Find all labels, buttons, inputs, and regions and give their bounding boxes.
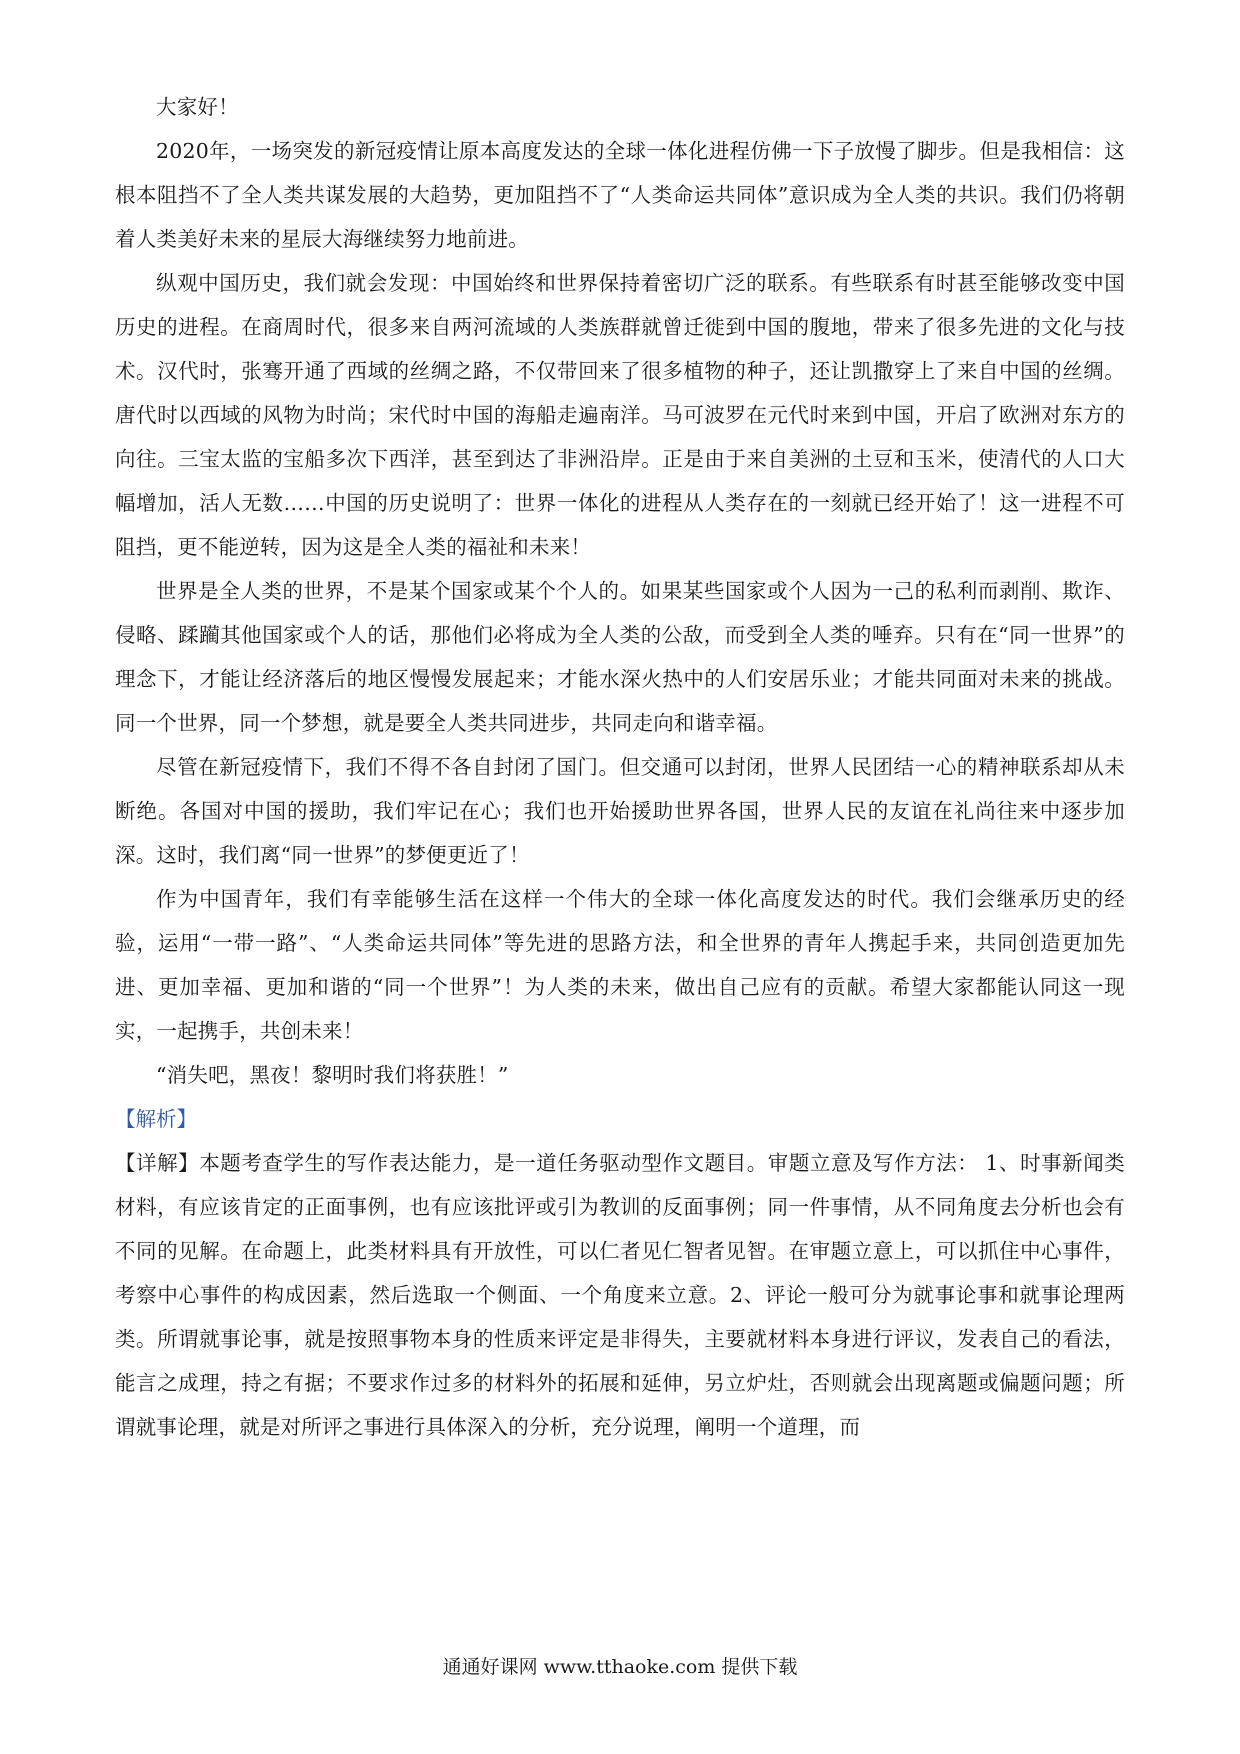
analysis-detail: 【详解】本题考查学生的写作表达能力，是一道任务驱动型作文题目。审题立意及写作方法： 1、时事新闻类材料，有应该肯定的正面事例，也有应该批评或引为教训的反面事例；同一件事情，从不同角度去分析也会有不同的见解。在命题上，此类材料具有开放性，可以仁者见仁智者见智。在审题立意上，可以抓住中心事件，考察中心事件的构成因素，然后选取一个侧面、一个角度来立意。2、评论一般可分为就事论事和就事论理两类。所谓就事论事，就是按照事物本身的性质来评定是非得失，主要就材料本身进行评议，发表自己的看法，能言之成理，持之有据；不要求作过多的材料外的拓展和延伸，另立炉灶，否则就会出现离题或偏题问题；所谓就事论理，就是对所评之事进行具体深入的分析，充分说理，阐明一个道理，而 bbox=[115, 1151, 1125, 1439]
document-content bbox=[115, 85, 1125, 1449]
body-paragraph: 纵观中国历史，我们就会发现：中国始终和世界保持着密切广泛的联系。有些联系有时甚至能够改变中国历史的进程。在商周时代，很多来自两河流域的人类族群就曾迁徙到中国的腹地，带来了很多先进的文化与技术。汉代时，张骞开通了西域的丝绸之路，不仅带回来了很多植物的种子，还让凯撒穿上了来自中国的丝绸。唐代时以西域的风物为时尚；宋代时中国的海船走遍南洋。马可波罗在元代时来到中国，开启了欧洲对东方的向往。三宝太监的宝船多次下西洋，甚至到达了非洲沿岸。正是由于来自美洲的土豆和玉米，使清代的人口大幅增加，活人无数……中国的历史说明了：世界一体化的进程从人类存在的一刻就已经开始了！这一进程不可阻挡，更不能逆转，因为这是全人类的福祉和未来！ bbox=[115, 271, 1125, 559]
body-paragraph: 尽管在新冠疫情下，我们不得不各自封闭了国门。但交通可以封闭，世界人民团结一心的精神联系却从未断绝。各国对中国的援助，我们牢记在心；我们也开始援助世界各国，世界人民的友谊在礼尚往来中逐步加深。这时，我们离“同一世界”的梦便更近了！ bbox=[115, 755, 1125, 867]
analysis-heading: 【解析】 bbox=[115, 1107, 197, 1131]
body-paragraph: 2020年，一场突发的新冠疫情让原本高度发达的全球一体化进程仿佛一下子放慢了脚步。但是我相信：这根本阻挡不了全人类共谋发展的大趋势，更加阻挡不了“人类命运共同体”意识成为全人类的共识。我们仍将朝着人类美好未来的星辰大海继续努力地前进。 bbox=[115, 139, 1125, 251]
greeting-paragraph: 大家好！ bbox=[156, 95, 239, 119]
page-footer: 通通好课网 www.tthaoke.com 提供下载 bbox=[442, 1656, 798, 1678]
body-paragraph: 作为中国青年，我们有幸能够生活在这样一个伟大的全球一体化高度发达的时代。我们会继承历史的经验，运用“一带一路”、“人类命运共同体”等先进的思路方法，和全世界的青年人携起手来，共同创造更加先进、更加幸福、更加和谐的“同一个世界”！为人类的未来，做出自己应有的贡献。希望大家都能认同这一现实，一起携手，共创未来！ bbox=[115, 887, 1125, 1043]
body-paragraph: 世界是全人类的世界，不是某个国家或某个个人的。如果某些国家或个人因为一己的私利而剥削、欺诈、侵略、蹂躏其他国家或个人的话，那他们必将成为全人类的公敌，而受到全人类的唾弃。只有在“同一世界”的理念下，才能让经济落后的地区慢慢发展起来；才能水深火热中的人们安居乐业；才能共同面对未来的挑战。同一个世界，同一个梦想，就是要全人类共同进步，共同走向和谐幸福。 bbox=[115, 579, 1125, 735]
closing-quote: “消失吧，黑夜！黎明时我们将获胜！” bbox=[156, 1063, 509, 1087]
